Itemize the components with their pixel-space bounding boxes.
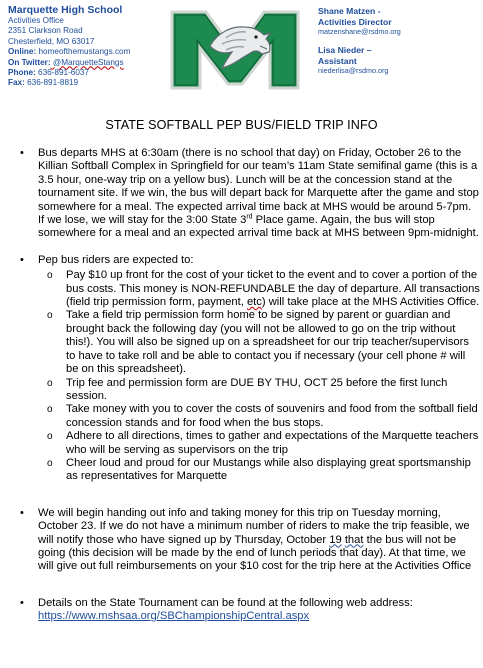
document-title: STATE SOFTBALL PEP BUS/FIELD TRIP INFO (105, 118, 378, 132)
mustang-m-logo (166, 6, 304, 94)
sub-bullet-circle: o (47, 270, 53, 282)
tournament-link[interactable]: https://www.mshsaa.org/SBChampionshipCentral.aspx (38, 610, 310, 623)
fax-value: 636-891-8819 (24, 78, 79, 88)
phone-label: Phone: (8, 68, 36, 78)
sublist-item: o Pay $10 up front for the cost of your ticket to the event and to cover a portion of the bus costs. This money is NON-REFUNDABLE the day of departure. All transactions (field trip permission form, payment, etc) will take place at the MHS Activities Office. (47, 269, 480, 309)
sublist-item: o Cheer loud and proud for our Mustangs while also displaying great sportsmanship as representatives for Marquette (47, 456, 471, 483)
director-email: matzenshane@rsdmo.org (318, 27, 401, 36)
online-label: Online: (8, 47, 37, 57)
phone-line (8, 68, 168, 78)
sublist-item: o Trip fee and permission form are DUE BY THU, OCT 25 before the first lunch session. (47, 376, 448, 402)
bullet-departure (20, 147, 480, 241)
online-line (8, 47, 168, 57)
riders-intro: Pep bus riders are expected to: (38, 253, 194, 266)
logo-horse-eye (254, 35, 257, 38)
sub-bullet-circle: o (47, 310, 53, 322)
director-name: Shane Matzen - (318, 6, 381, 16)
staff-contact-block (318, 6, 478, 76)
document-body (20, 147, 480, 624)
school-contact-block (8, 4, 168, 89)
riders-sublist (20, 269, 480, 484)
fax-line (8, 78, 168, 88)
sublist-item: o Take a field trip permission form home to be signed by parent or guardian and brought back the following day (you will not be allowed to go on the trip without this!). You will also be signed up on a spreadsheet for our trip teacher/supervisors to have to take roll and be able to contact you if necessary (your cell phone # will be on this spreadsheet). (47, 309, 469, 376)
office-name: Activities Office (8, 16, 64, 25)
bullet-dot: • (20, 147, 24, 159)
online-value: homeofthemustangs.com (36, 47, 131, 57)
departure-paragraph: Bus departs MHS at 6:30am (there is no school that day) on Friday, October 26 to the Killian Softball Complex in Springfield for our team’s 11am State semifinal game (this is a 3.5 hour, one-way trip on a yellow bus). Lunch will be at the concession stand at the tournament site. If we win, the bus will depart back for Marquette after the game and stop somewhere for a meal. The expected arrival time back at MHS would be around 5-7pm. If we lose, we will stay for the 3:00 State 3rd Place game. Again, the bus will stop somewhere for a meal and an expected arrival time back at MHS between 9pm-midnight. (38, 147, 479, 240)
bullet-details (20, 597, 480, 624)
bullet-riders (20, 254, 480, 267)
details-paragraph: Details on the State Tournament can be found at the following web address: https://www.mshsaa.org/SBChampionshipCentral.aspx (38, 596, 413, 623)
assistant-name: Lisa Nieder – (318, 45, 372, 55)
sub-bullet-circle: o (47, 404, 53, 416)
bullet-handout (20, 507, 480, 574)
sub-bullet-circle: o (47, 431, 53, 443)
twitter-handle: @MarquetteStangs (50, 57, 124, 67)
phone-value: 636-891-6037 (35, 68, 90, 78)
handout-paragraph: We will begin handing out info and taking money for this trip on Tuesday morning, October 23. If we do not have a minimum number of riders to make the trip feasible, we will notify those who have signed up by Thursday, October 19 that the bus will not be going (this decision will be made by the end of lunch periods that day). At that time, we will give out full reimbursements on your $10 cost for the trip here at the Activities Office (38, 506, 472, 573)
sub-bullet-circle: o (47, 457, 53, 469)
director-title: Activities Director (318, 16, 392, 27)
school-name: Marquette High School (8, 4, 123, 16)
twitter-line (8, 58, 168, 68)
bullet-dot: • (20, 506, 24, 519)
street-address: 2351 Clarkson Road (8, 26, 83, 36)
fax-label: Fax: (8, 78, 25, 88)
sublist-item: o Take money with you to cover the costs of souvenirs and food from the softball field concession stands and for food when the bus stops. (47, 403, 478, 429)
city-address: Chesterfield, MO 63017 (8, 36, 95, 46)
bullet-dot: • (20, 253, 24, 266)
assistant-title: Assistant (318, 55, 357, 66)
assistant-email: niederlisa@rsdmo.org (318, 66, 389, 75)
twitter-label: On Twitter: (8, 57, 51, 67)
sub-bullet-circle: o (47, 377, 53, 389)
sublist-item: o Adhere to all directions, times to gather and expectations of the Marquette teachers who will be serving as supervisors on the trip (47, 430, 479, 456)
bullet-dot: • (20, 596, 24, 609)
